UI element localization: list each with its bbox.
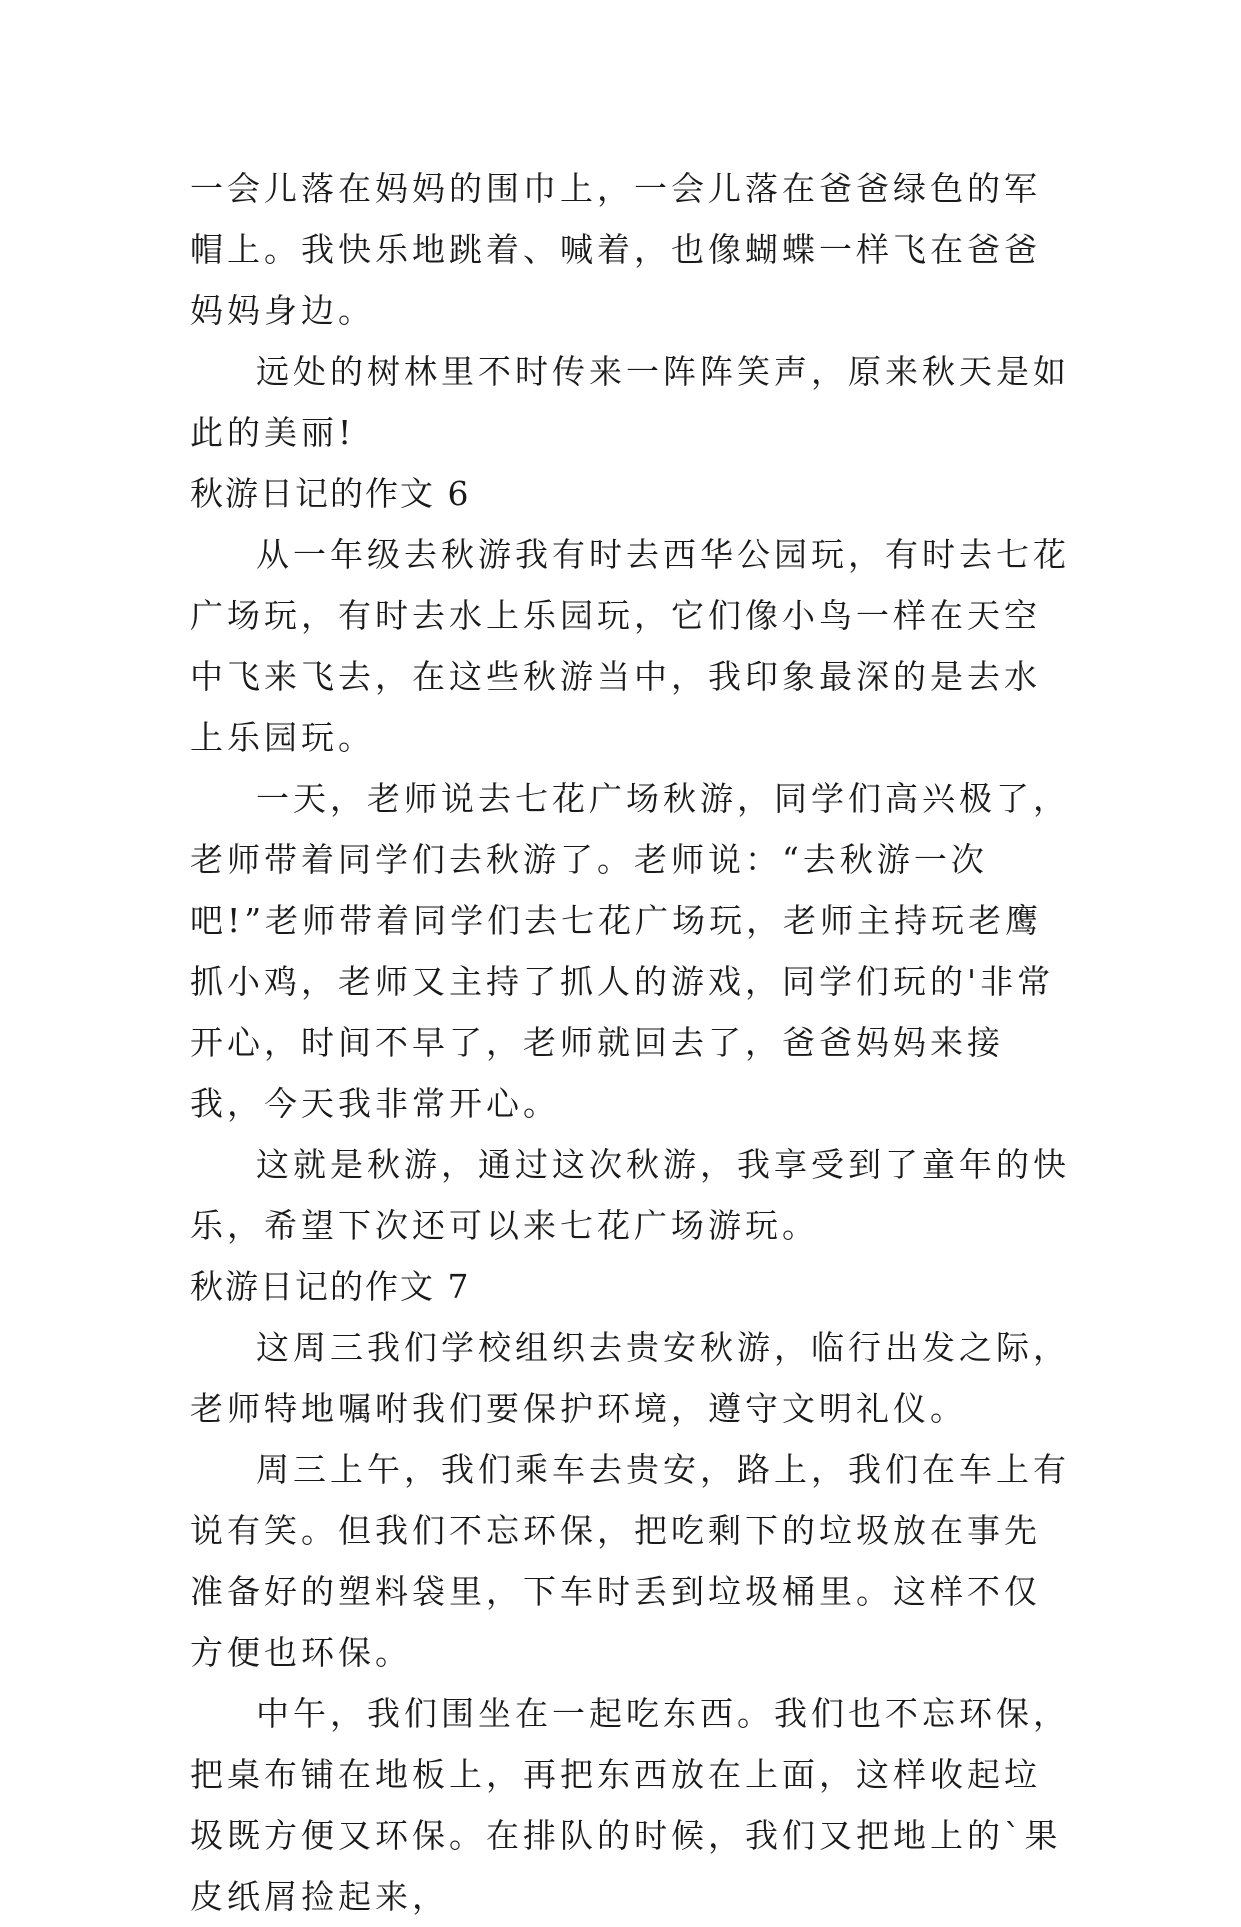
section-heading-6: 秋游日记的作文 6 bbox=[190, 474, 471, 513]
paragraph: 这就是秋游，通过这次秋游，我享受到了童年的快乐，希望下次还可以来七花广场游玩。 bbox=[190, 1145, 1070, 1245]
document-body bbox=[190, 158, 1070, 1927]
paragraph: 从一年级去秋游我有时去西华公园玩，有时去七花广场玩，有时去水上乐园玩，它们像小鸟一样在天空中飞来飞去，在这些秋游当中，我印象最深的是去水上乐园玩。 bbox=[190, 535, 1070, 757]
paragraph: 一天，老师说去七花广场秋游，同学们高兴极了，老师带着同学们去秋游了。老师说：“去秋游一次吧!”老师带着同学们去七花广场玩，老师主持玩老鹰抓小鸡，老师又主持了抓人的游戏，同学们玩的'非常开心，时间不早了，老师就回去了，爸爸妈妈来接我，今天我非常开心。 bbox=[190, 779, 1070, 1123]
paragraph: 远处的树林里不时传来一阵阵笑声，原来秋天是如此的美丽! bbox=[190, 352, 1070, 452]
paragraph: 周三上午，我们乘车去贵安，路上，我们在车上有说有笑。但我们不忘环保，把吃剩下的垃圾放在事先准备好的塑料袋里，下车时丢到垃圾桶里。这样不仅方便也环保。 bbox=[190, 1450, 1070, 1672]
paragraph: 这周三我们学校组织去贵安秋游，临行出发之际，老师特地嘱咐我们要保护环境，遵守文明礼仪。 bbox=[190, 1328, 1070, 1428]
section-heading-7: 秋游日记的作文 7 bbox=[190, 1267, 471, 1306]
paragraph: 中午，我们围坐在一起吃东西。我们也不忘环保，把桌布铺在地板上，再把东西放在上面，这样收起垃圾既方便又环保。在排队的时候，我们又把地上的`果皮纸屑捡起来， bbox=[190, 1694, 1070, 1916]
paragraph-continuation: 一会儿落在妈妈的围巾上，一会儿落在爸爸绿色的军帽上。我快乐地跳着、喊着，也像蝴蝶一样飞在爸爸妈妈身边。 bbox=[190, 169, 1041, 330]
